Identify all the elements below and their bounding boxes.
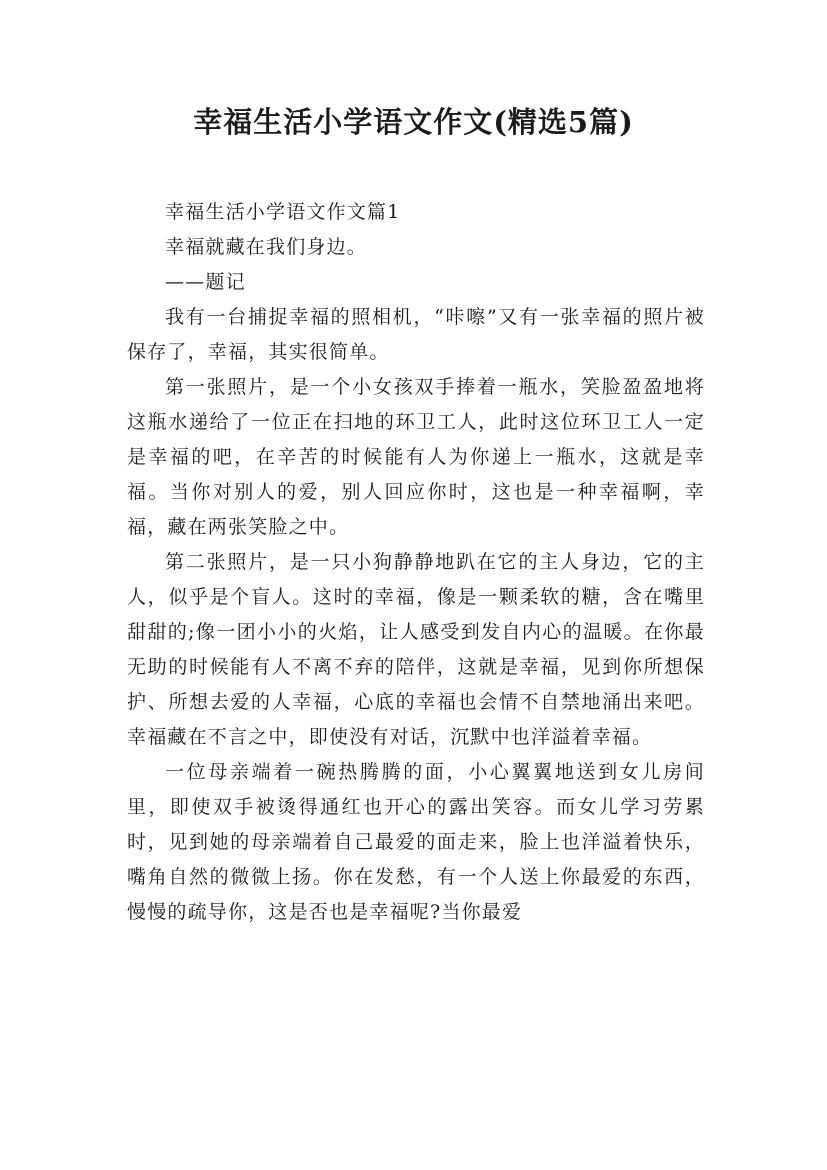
paragraph: 一位母亲端着一碗热腾腾的面，小心翼翼地送到女儿房间里，即使双手被烫得通红也开心的露出笑容。而女儿学习劳累时，见到她的母亲端着自己最爱的面走来，脸上也洋溢着快乐，嘴角自然的微微上扬。你在发愁，有一个人送上你最爱的东西，慢慢的疏导你，这是否也是幸福呢?当你最爱	[127, 761, 705, 923]
document-title: 幸福生活小学语文作文(精选5篇)	[193, 105, 634, 139]
epigraph-note: ——题记	[165, 271, 246, 293]
section-heading: 幸福生活小学语文作文篇1	[165, 201, 401, 223]
paragraph: 幸福就藏在我们身边。	[165, 236, 368, 258]
paragraph: 第二张照片，是一只小狗静静地趴在它的主人身边，它的主人，似乎是个盲人。这时的幸福，像是一颗柔软的糖，含在嘴里甜甜的;像一团小小的火焰，让人感受到发自内心的温暖。在你最无助的时候能有人不离不弃的陪伴，这就是幸福，见到你所想保护、所想去爱的人幸福，心底的幸福也会情不自禁地涌出来吧。幸福藏在不言之中，即使没有对话，沉默中也洋溢着幸福。	[127, 551, 705, 748]
paragraph: 我有一台捕捉幸福的照相机，“咔嚓”又有一张幸福的照片被保存了，幸福，其实很简单。	[127, 306, 705, 363]
document-body	[127, 195, 705, 923]
paragraph: 第一张照片，是一个小女孩双手捧着一瓶水，笑脸盈盈地将这瓶水递给了一位正在扫地的环卫工人，此时这位环卫工人一定是幸福的吧，在辛苦的时候能有人为你递上一瓶水，这就是幸福。当你对别人的爱，别人回应你时，这也是一种幸福啊，幸福，藏在两张笑脸之中。	[127, 376, 705, 538]
